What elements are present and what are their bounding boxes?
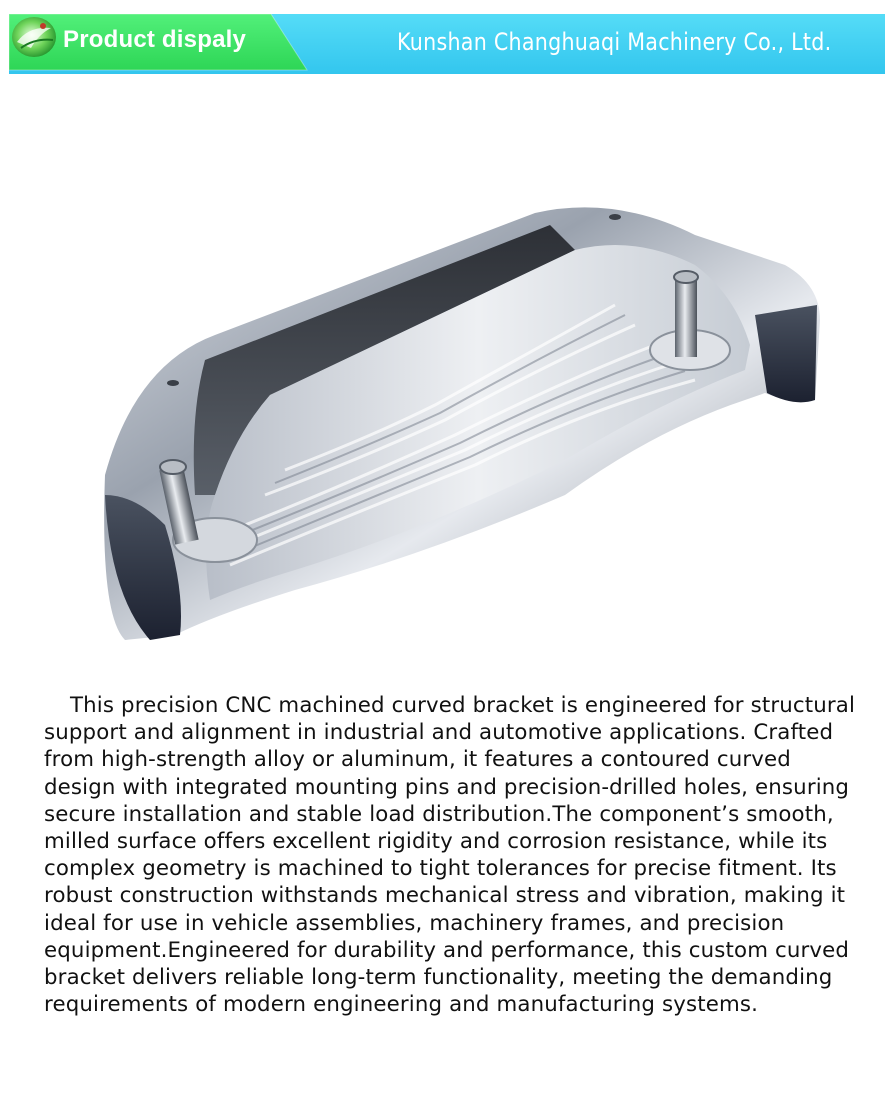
cnc-curved-bracket-image <box>95 195 825 650</box>
header-banner <box>9 14 885 74</box>
product-description: This precision CNC machined curved bracket is engineered for structural support and alignment in industrial and automotive applications. Crafted from high-strength alloy or aluminum, it features a contoured curved design with integrated mounting pins and precision-drilled holes, ensuring secure installation and stable load distribution.The component’s smooth, milled surface offers excellent rigidity and corrosion resistance, while its complex geometry is machined to tight tolerances for precise fitment. Its robust construction withstands mechanical stress and vibration, making it ideal for use in vehicle assemblies, machinery frames, and precision equipment.Engineered for durability and performance, this custom curved bracket delivers reliable long-term functionality, meeting the demanding requirements of modern engineering and manufacturing systems. <box>44 693 856 1018</box>
globe-leaf-logo-icon <box>9 14 59 60</box>
company-name: Kunshan Changhuaqi Machinery Co., Ltd. <box>397 28 832 56</box>
section-label: Product dispaly <box>63 26 247 53</box>
